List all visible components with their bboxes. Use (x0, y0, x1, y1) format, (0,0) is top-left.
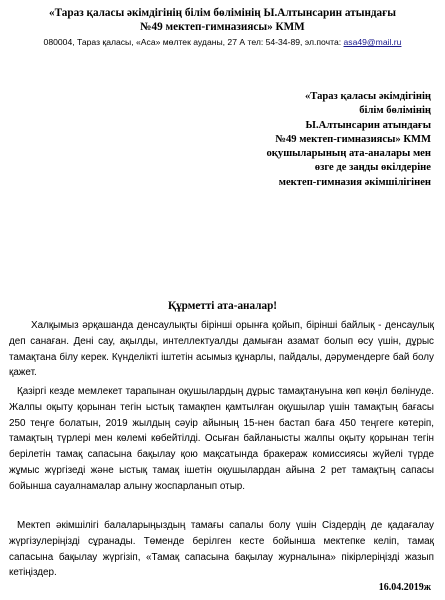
header-line-2: №49 мектеп-гимназиясы» КММ (140, 21, 305, 33)
paragraph-3: Мектеп әкімшілігі балаларыңыздың тамағы сапалы болу үшін Сіздердің де қадағалау жүргізулеріңізді сұранады. Төменде берілген кесте бойынша мектепке келіп, тамақ сапасына бақылау жүргізіп, «Тамақ сапасына бақылау журналына» пікірлеріңізді жазып кетіңіздер. (9, 520, 434, 579)
email-link[interactable]: asa49@mail.ru (343, 37, 402, 47)
paragraph-1: Халқымыз әрқашанда денсаулықты бірінші орынға қойып, бірінші байлық - денсаулық деп санаған. Дені сау, ақылды, интеллектуалды дамыған азамат болып өсу үшін, дұрыс тамақтана білу керек. Күнделікті іштетін асымыз құнарлы, пайдалы, дәрумендерге бай болу қажет. (9, 320, 434, 379)
recipient-line: Ы.Алтынсарин атындағы (305, 119, 431, 131)
address-text: 080004, Тараз қаласы, «Аса» мөлтек ауданы, 27 А тел: 54-34-89, эл.почта: (43, 37, 344, 47)
recipient-block (201, 90, 431, 190)
salutation: Құрметті ата-аналар! (167, 300, 278, 312)
recipient-line: «Тараз қаласы әкімдігінің (304, 91, 431, 102)
header-line-1: «Тараз қаласы әкімдігінің білім бөлімінің Ы.Алтынсарин атындағы (49, 7, 396, 19)
recipient-line: оқушыларының ата-аналары мен (266, 148, 431, 160)
paragraph-2: Қазіргі кезде мемлекет тарапынан оқушылардың дұрыс тамақтануына көп көңіл бөлінуде. Жалпы оқыту қорынан тегін ыстық тамақпен қамтылған оқушылар үшін тамақтың бағасы 250 теңге болатын, 2019 жылдың сәуір айының 15-нен бастап баға 450 теңгеге көтеріп, тамақтың түрлері мен көлемі көбейтілді. Осыған байланысты жалпы оқыту қорынан тегін берілетін тамақ сапасына бақылау қою мақсатында бракераж комиссиясы жүйелі түрде жұмыс жүргізеді және ыстық тамақ ішетін оқушылардан айына 2 рет тамақтың сапасы бойынша сауалнамалар алыну жоспарланып отыр. (9, 386, 434, 492)
recipient-line: мектеп-гимназия әкімшілігінен (278, 176, 431, 188)
recipient-line: өзге де заңды өкілдеріне (314, 162, 431, 174)
recipient-line: №49 мектеп-гимназиясы» КММ (275, 133, 431, 145)
header-address (6, 37, 439, 48)
letter-date: 16.04.2019ж (378, 582, 431, 593)
recipient-line: білім бөлімінің (359, 105, 431, 117)
